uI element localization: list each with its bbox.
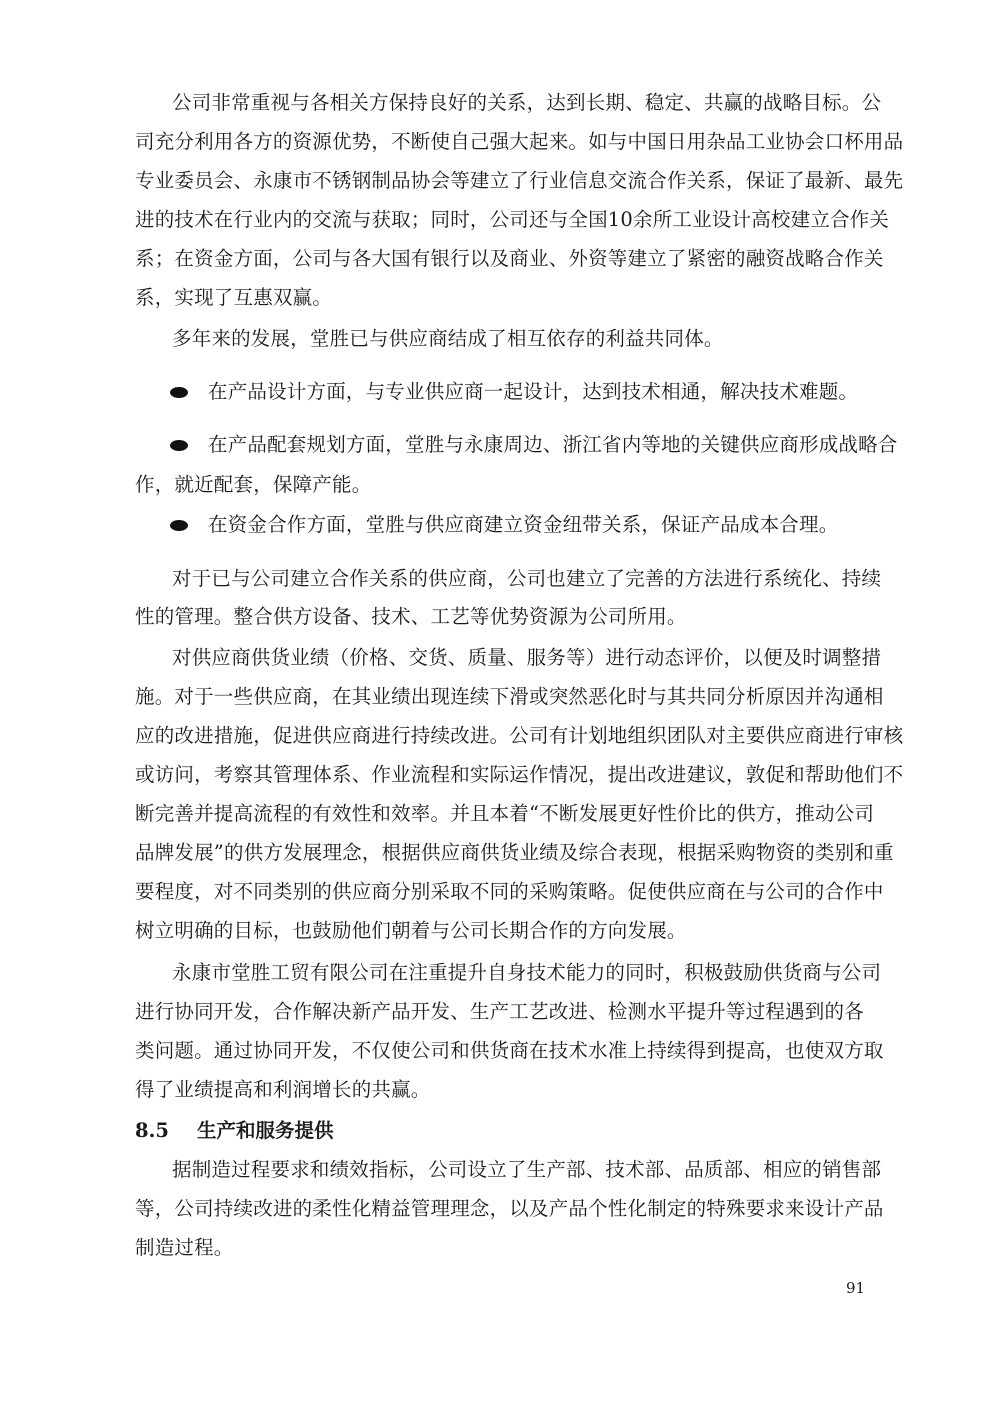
paragraph-line: 司充分利用各方的资源优势，不断使自己强大起来。如与中国日用杂品工业协会口杯用品 — [135, 130, 904, 153]
paragraph-line: 永康市堂胜工贸有限公司在注重提升自身技术能力的同时，积极鼓励供货商与公司 — [172, 961, 882, 984]
bullet-line: 在产品配套规划方面，堂胜与永康周边、浙江省内等地的关键供应商形成战略合 — [208, 433, 898, 456]
paragraph-line: 要程度，对不同类别的供应商分别采取不同的采购策略。促使供应商在与公司的合作中 — [135, 880, 884, 903]
bullet-line: 在产品设计方面，与专业供应商一起设计，达到技术相通，解决技术难题。 — [208, 380, 859, 403]
paragraph-line: 对于已与公司建立合作关系的供应商，公司也建立了完善的方法进行系统化、持续 — [172, 567, 882, 590]
paragraph-line: 公司非常重视与各相关方保持良好的关系，达到长期、稳定、共赢的战略目标。公 — [172, 91, 882, 114]
bullet-line: 作，就近配套，保障产能。 — [135, 473, 372, 496]
paragraph-line: 施。对于一些供应商，在其业绩出现连续下滑或突然恶化时与其共同分析原因并沟通相 — [135, 685, 884, 708]
paragraph-line: 据制造过程要求和绩效指标，公司设立了生产部、技术部、品质部、相应的销售部 — [172, 1158, 882, 1181]
bullet-dot-icon — [170, 520, 188, 531]
paragraph-line: 进行协同开发，合作解决新产品开发、生产工艺改进、检测水平提升等过程遇到的各 — [135, 1000, 864, 1023]
paragraph-line: 系；在资金方面，公司与各大国有银行以及商业、外资等建立了紧密的融资战略合作关 — [135, 247, 884, 270]
paragraph-line: 树立明确的目标，也鼓励他们朝着与公司长期合作的方向发展。 — [135, 919, 687, 942]
paragraph-line: 多年来的发展，堂胜已与供应商结成了相互依存的利益共同体。 — [172, 327, 724, 350]
bullet-dot-icon — [170, 387, 188, 398]
page-number: 91 — [846, 1279, 866, 1297]
paragraph-line: 系，实现了互惠双赢。 — [135, 286, 333, 309]
bullet-dot-icon — [170, 440, 188, 451]
paragraph-line: 类问题。通过协同开发，不仅使公司和供货商在技术水准上持续得到提高，也使双方取 — [135, 1039, 884, 1062]
paragraph-line: 等，公司持续改进的柔性化精益管理理念，以及产品个性化制定的特殊要求来设计产品 — [135, 1197, 884, 1220]
paragraph-line: 应的改进措施，促进供应商进行持续改进。公司有计划地组织团队对主要供应商进行审核 — [135, 724, 904, 747]
section-heading — [135, 1118, 334, 1144]
paragraph-line: 或访问，考察其管理体系、作业流程和实际运作情况，提出改进建议，敦促和帮助他们不 — [135, 763, 904, 786]
paragraph-line: 对供应商供货业绩（价格、交货、质量、服务等）进行动态评价，以便及时调整措 — [172, 646, 882, 669]
paragraph-line: 性的管理。整合供方设备、技术、工艺等优势资源为公司所用。 — [135, 605, 687, 628]
section-title: 生产和服务提供 — [197, 1119, 334, 1142]
paragraph-line: 制造过程。 — [135, 1236, 234, 1259]
paragraph-line: 断完善并提高流程的有效性和效率。并且本着“不断发展更好性价比的供方，推动公司 — [135, 802, 875, 825]
paragraph-line: 品牌发展”的供方发展理念，根据供应商供货业绩及综合表现，根据采购物资的类别和重 — [135, 841, 894, 864]
paragraph-line: 专业委员会、永康市不锈钢制品协会等建立了行业信息交流合作关系，保证了最新、最先 — [135, 169, 904, 192]
section-number: 8.5 — [135, 1119, 169, 1142]
paragraph-line: 进的技术在行业内的交流与获取；同时，公司还与全国10余所工业设计高校建立合作关 — [135, 208, 890, 231]
paragraph-line: 得了业绩提高和利润增长的共赢。 — [135, 1078, 431, 1101]
bullet-line: 在资金合作方面，堂胜与供应商建立资金纽带关系，保证产品成本合理。 — [208, 513, 839, 536]
